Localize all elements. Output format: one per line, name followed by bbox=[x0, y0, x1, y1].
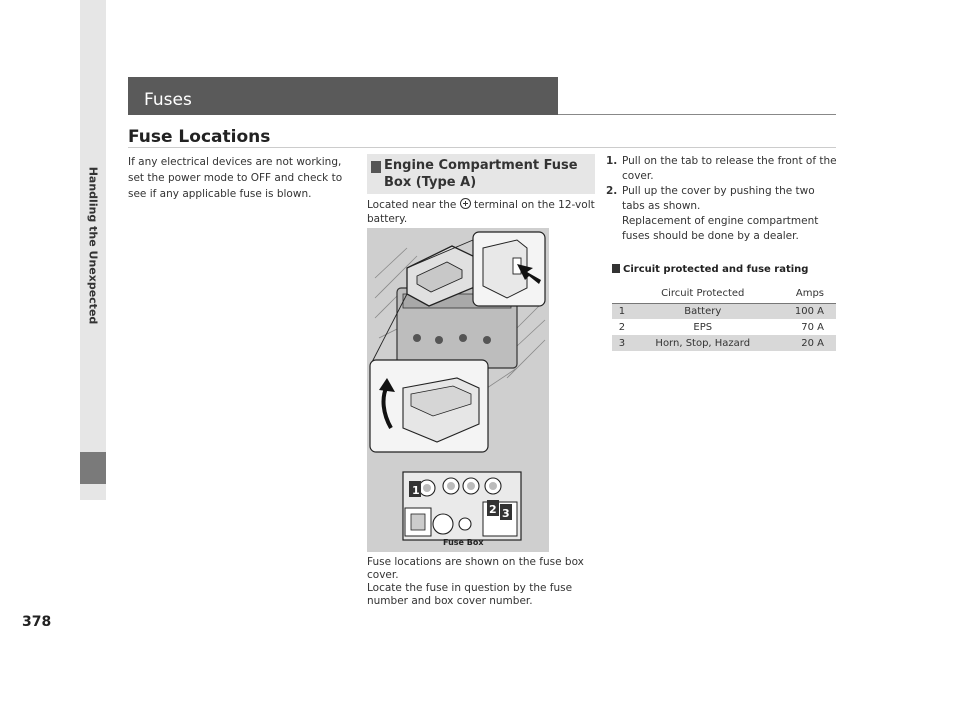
section-title: Fuse Locations bbox=[128, 127, 271, 147]
side-tab-marker bbox=[80, 452, 106, 484]
table-row: 2 EPS 70 A bbox=[618, 321, 824, 333]
header-rule bbox=[558, 114, 836, 115]
intro-text: If any electrical devices are not working, set the power mode to OFF and check to see if any applicable fuse is blown. bbox=[128, 156, 343, 200]
step-2: 2. Pull up the cover by pushing the two tabs as shown. Replacement of engine compartment fuses should be done by a dealer. bbox=[606, 184, 838, 244]
heading-square-icon bbox=[612, 264, 620, 273]
column-header: Circuit Protected bbox=[632, 285, 774, 303]
page-number: 378 bbox=[22, 614, 52, 630]
fuse-label-3: 3 bbox=[502, 507, 510, 520]
circuit-heading: Circuit protected and fuse rating bbox=[612, 264, 808, 275]
positive-terminal-icon bbox=[460, 198, 471, 209]
section-rule bbox=[128, 147, 836, 148]
fuse-label-1: 1 bbox=[412, 484, 420, 497]
figure-caption: Fuse Box bbox=[443, 538, 484, 547]
engine-heading-box bbox=[367, 154, 595, 194]
table-row: 3 Horn, Stop, Hazard 20 A bbox=[612, 335, 836, 351]
side-tab-label: Handling the Unexpected bbox=[86, 166, 100, 324]
engine-heading: Engine Compartment Fuse Box (Type A) bbox=[384, 158, 578, 190]
heading-square-icon bbox=[371, 161, 381, 173]
column-header: Amps bbox=[774, 285, 836, 303]
fuse-label-2: 2 bbox=[489, 503, 497, 516]
chapter-title: Fuses bbox=[144, 90, 192, 110]
dealer-note: Replacement of engine compartment fuses should be done by a dealer. bbox=[622, 215, 819, 242]
fuse-location-note: Fuse locations are shown on the fuse box cover. Locate the fuse in question by the fuse number and box cover number. bbox=[367, 556, 584, 607]
fuse-box-illustration bbox=[367, 228, 549, 552]
location-text: Located near the terminal on the 12-volt battery. bbox=[367, 199, 595, 225]
table-header-row bbox=[612, 285, 836, 303]
table-row: 1 Battery 100 A bbox=[612, 303, 836, 319]
fuse-box-figure bbox=[367, 228, 549, 552]
steps-list bbox=[606, 154, 838, 244]
fuse-rating-table bbox=[612, 285, 836, 351]
chapter-header bbox=[128, 77, 558, 115]
step-1: 1. Pull on the tab to release the front of the cover. bbox=[606, 155, 837, 182]
